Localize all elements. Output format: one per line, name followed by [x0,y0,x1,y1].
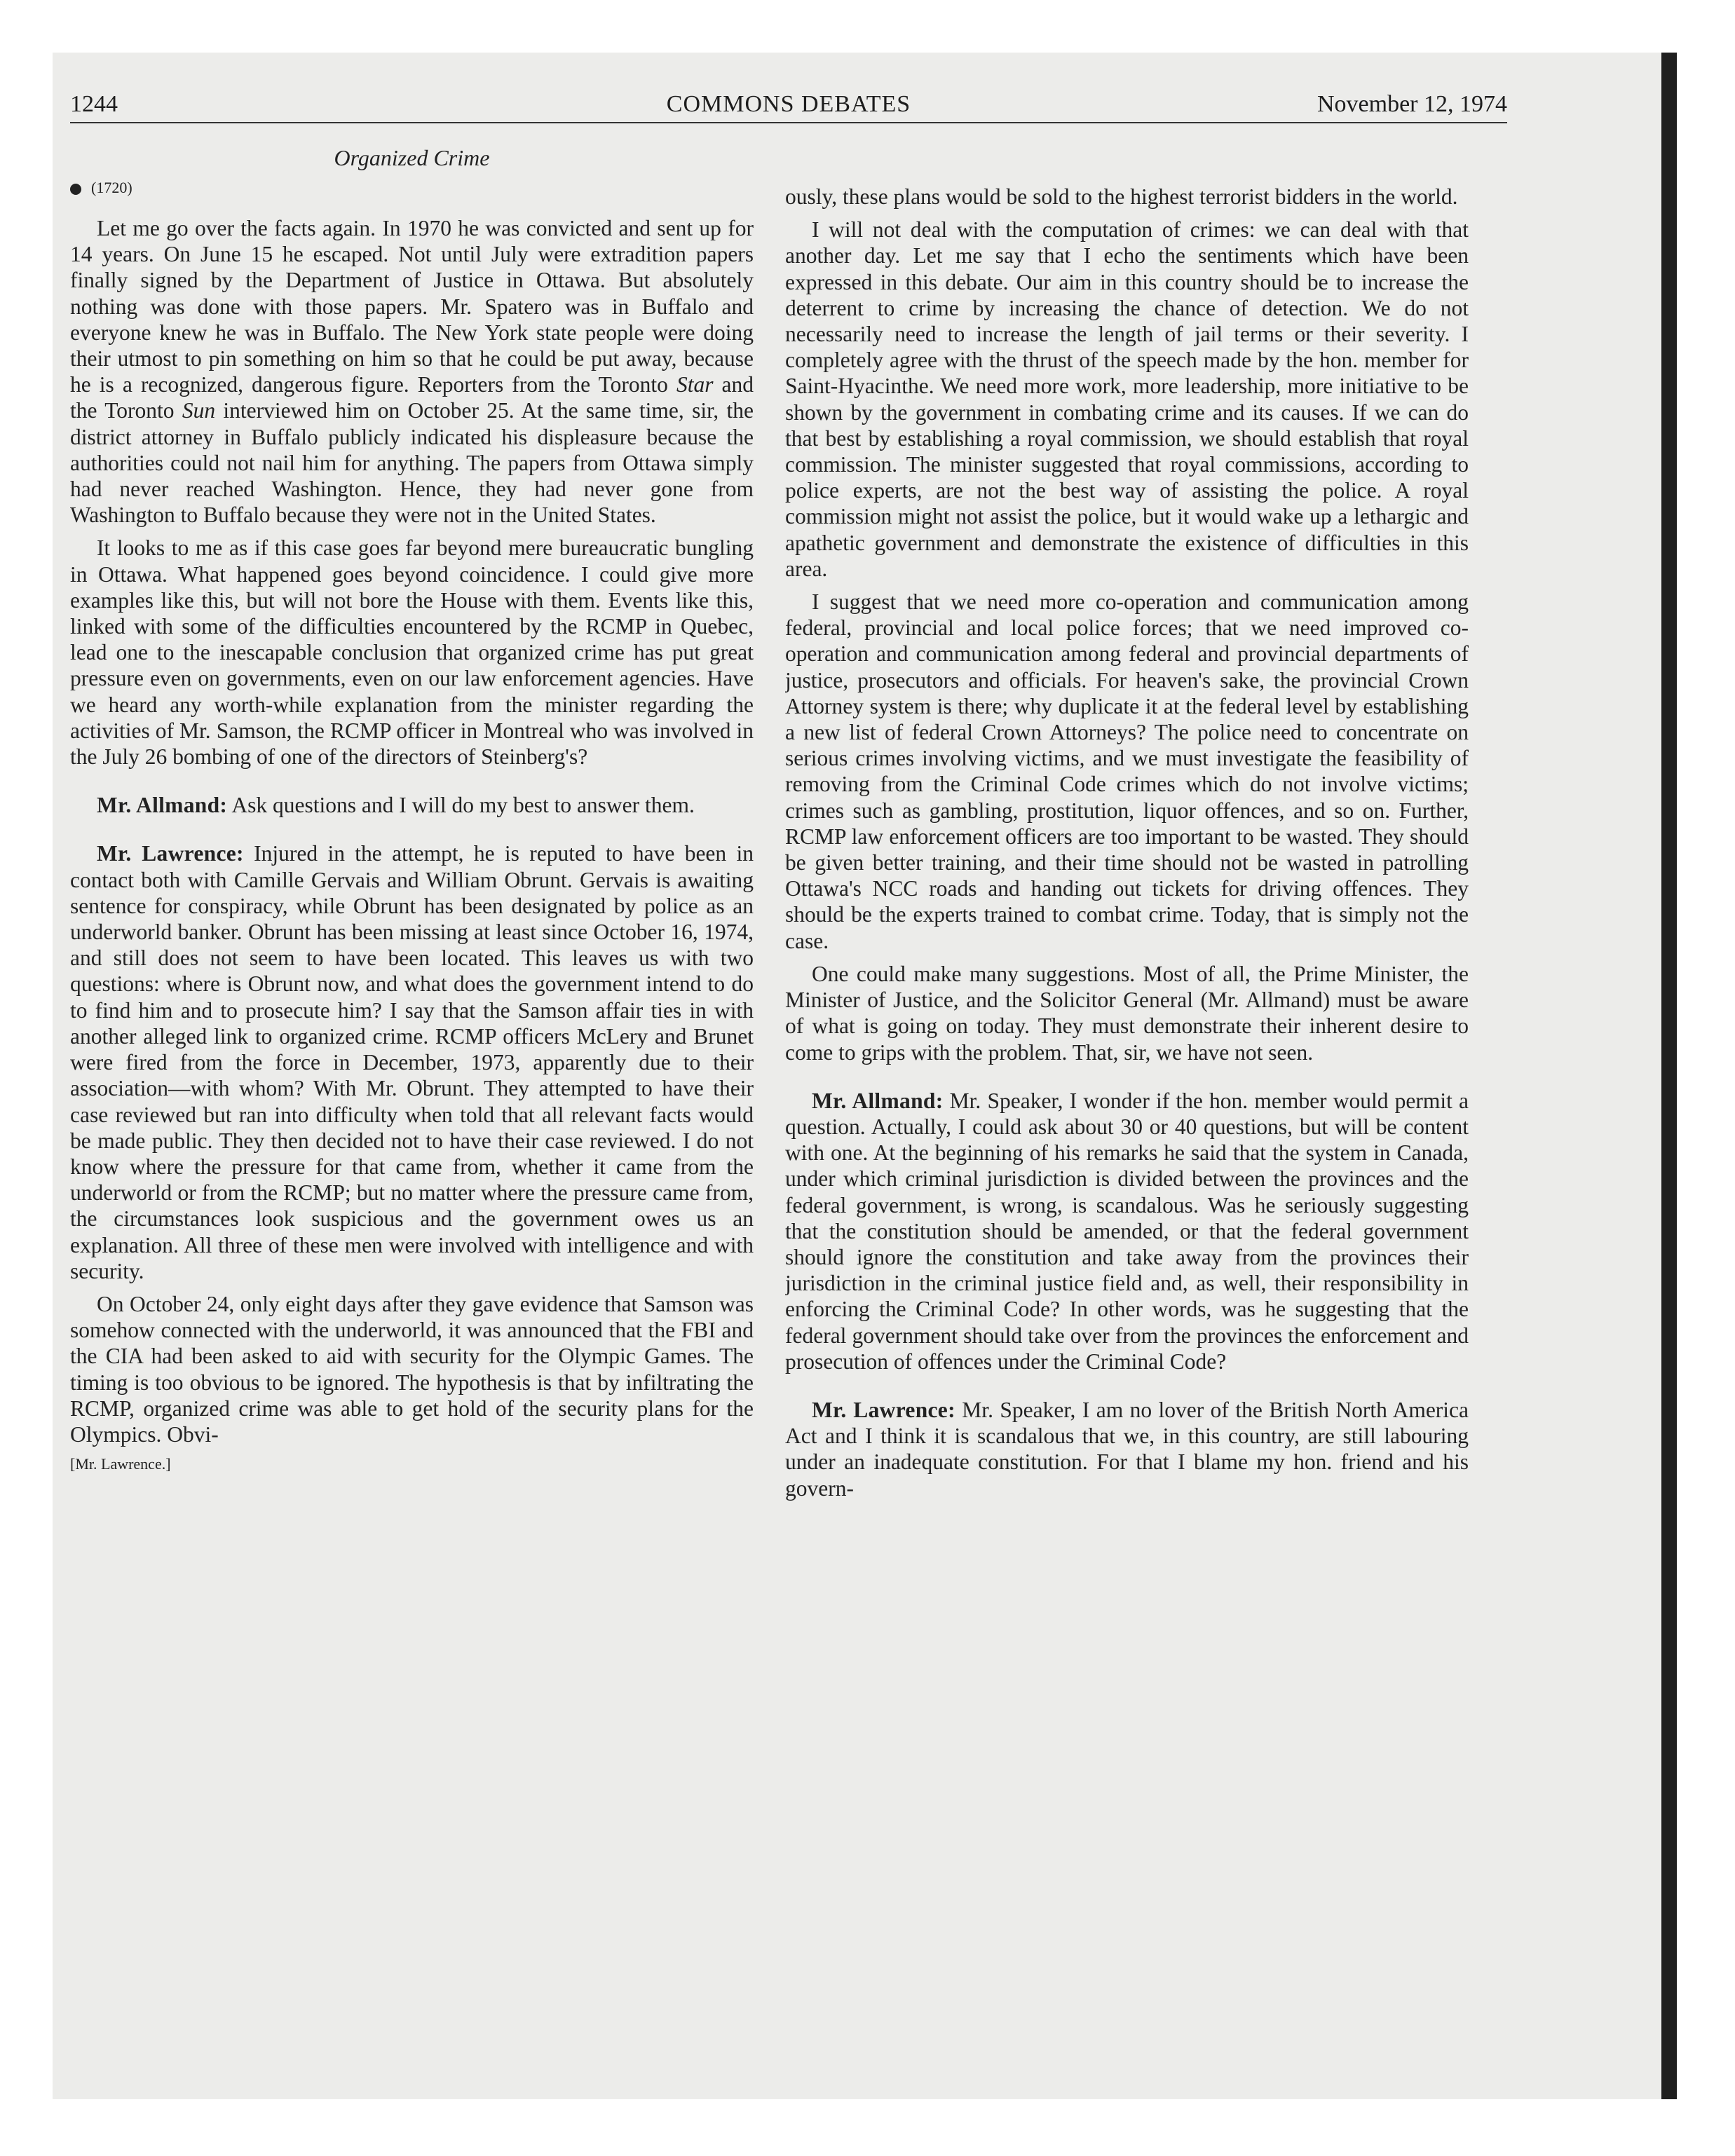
timestamp-text: (1720) [91,179,132,196]
paragraph-text: and the Toronto [70,372,754,423]
paragraph: One could make many suggestions. Most of all, the Prime Minister, the Minister of Justice, and the Solicitor General (Mr. Allmand) must be aware of what is going on today. They must demonstrate their inherent desire to come to grips with the problem. That, sir, we have not seen. [785,961,1469,1065]
publication-date: November 12, 1974 [1316,91,1507,117]
speech-text: Mr. Speaker, I wonder if the hon. member would permit a question. Actually, I could ask about 30 or 40 questions, but will be content with one. At the beginning of his remarks he said that the system in Canada, under which criminal jurisdiction is divided between the provinces and the federal government, is wrong, is scandalous. Was he seriously suggesting that the constitution should be amended, or that the federal government should ignore the constitution and take away from the provinces their jurisdiction in the criminal justice field and, as well, their responsibility in enforcing the Criminal Code? In other words, was he suggesting that the federal government should take over from the provinces the enforcement and prosecution of offences under the Criminal Code? [785,1088,1469,1374]
speech-text: Injured in the attempt, he is reputed to have been in contact both with Camille Gervais and William Obrunt. Gervais is awaiting sentence for conspiracy, while Obrunt has been designated by police as an underworld banker. Obrunt has been missing at least since October 16, 1974, and still does not seem to have been located. This leaves us with two questions: where is Obrunt now, and what does the government intend to do to find him and to prosecute him? I say that the Samson affair ties in with another alleged link to organized crime. RCMP officers McLery and Brunet were fired from the force in December, 1973, apparently due to their association—with whom? With Mr. Obrunt. They attempted to have their case reviewed but ran into difficulty when told that all relevant facts would be made public. They then decided not to have their case reviewed. I do not know where the pressure for that came from, whether it came from the underworld or from the RCMP; but no matter where the pressure came from, the circumstances look suspicious and the government owes us an explanation. All three of these men were involved with intelligence and with security. [70,841,754,1283]
page-header [70,91,1507,123]
paragraph: On October 24, only eight days after they gave evidence that Samson was somehow connected with the underworld, it was announced that the FBI and the CIA had been asked to aid with security for the Olympic Games. The timing is too obvious to be ignored. The hypothesis is that by infiltrating the RCMP, organized crime was able to get hold of the security plans for the Olympics. Obvi- [70,1291,754,1447]
paragraph: I suggest that we need more co-operation and communication among federal, provincial and local police forces; that we need improved co-operation and communication among federal and provincial departments of justice, prosecutors and officials. For heaven's sake, the provincial Crown Attorney system is there; why duplicate it at the federal level by establishing a new list of federal Crown Attorneys? The police need to concentrate on serious crimes involving victims, and we must investigate the feasibility of removing from the Criminal Code crimes which do not involve victims; crimes such as gambling, prostitution, liquor offences, and so on. Further, RCMP law enforcement officers are too important to be wasted. They should be given better training, and their time should not be wasted in patrolling Ottawa's NCC roads and handing out tickets for driving offences. They should be the experts trained to combat crime. Today, that is simply not the case. [785,589,1469,953]
bullet-icon [70,184,81,195]
speech-paragraph [785,1088,1469,1374]
paragraph-text: Let me go over the facts again. In 1970 he was convicted and sent up for 14 years. On June 15 he escaped. Not until July were extradition papers finally signed by the Department of Justice in Ottawa. But absolutely nothing was done with those papers. Mr. Spatero was in Buffalo and everyone knew he was in Buffalo. The New York state people were doing their utmost to pin something on him so that he could be put away, because he is a recognized, dangerous figure. Reporters from the Toronto [70,216,754,397]
paragraph: I will not deal with the computation of crimes: we can deal with that another day. Let me say that I echo the sentiments which have been expressed in this debate. Our aim in this country should be to increase the deterrent to crime by increasing the chance of detection. We do not necessarily need to increase the length of jail terms or their severity. I completely agree with the thrust of the speech made by the hon. member for Saint-Hyacinthe. We need more work, more leadership, more initiative to be shown by the government in combating crime and its causes. If we can do that best by establishing a royal commission, we should establish that royal commission. The minister suggested that royal commissions, according to police experts, are not the best way of assisting the police. A royal commission might not assist the police, but it would wake up a lethargic and apathetic government and demonstrate the existence of difficulties in this area. [785,217,1469,581]
paragraph-text: interviewed him on October 25. At the same time, sir, the district attorney in Buffalo publicly indicated his displeasure because the authorities could not nail him for anything. The papers from Ottawa simply had never reached Washington. Hence, they had never gone from Washington to Buffalo because they were not in the United States. [70,398,754,528]
timestamp [70,177,754,198]
speech-paragraph [70,840,754,1283]
speaker-attribution: [Mr. Lawrence.] [70,1455,171,1473]
speaker-name: Mr. Lawrence: [97,841,244,866]
section-title: Organized Crime [334,145,490,170]
newspaper-name: Sun [182,398,216,423]
speech-paragraph [785,1397,1469,1501]
speech-paragraph [70,792,754,818]
right-column [785,184,1469,2020]
paragraph: ously, these plans would be sold to the highest terrorist bidders in the world. [785,184,1458,209]
speaker-name: Mr. Allmand: [97,793,228,818]
speech-text: Mr. Speaker, I am no lover of the British North America Act and I think it is scandalous that we, in this country, are still labouring under an inadequate constitution. For that I blame my hon. friend and his govern- [785,1397,1469,1501]
scan-edge-bar [1661,53,1677,2099]
speaker-name: Mr. Lawrence: [812,1397,955,1422]
newspaper-name: Star [676,372,714,397]
paragraph: It looks to me as if this case goes far beyond mere bureaucratic bungling in Ottawa. What happened goes beyond coincidence. I could give more examples like this, but will not bore the House with them. Events like this, linked with some of the difficulties encountered by the RCMP in Quebec, lead one to the inescapable conclusion that organized crime has put great pressure even on governments, even on our law enforcement agencies. Have we heard any worth-while explanation from the minister regarding the activities of Mr. Samson, the RCMP officer in Montreal who was involved in the July 26 bombing of one of the directors of Steinberg's? [70,535,754,770]
publication-title: COMMONS DEBATES [666,91,911,117]
left-column [70,144,754,1980]
page-number: 1244 [70,91,118,117]
paragraph [70,215,754,528]
speaker-name: Mr. Allmand: [812,1088,944,1113]
speech-text: Ask questions and I will do my best to answer them. [227,793,695,818]
